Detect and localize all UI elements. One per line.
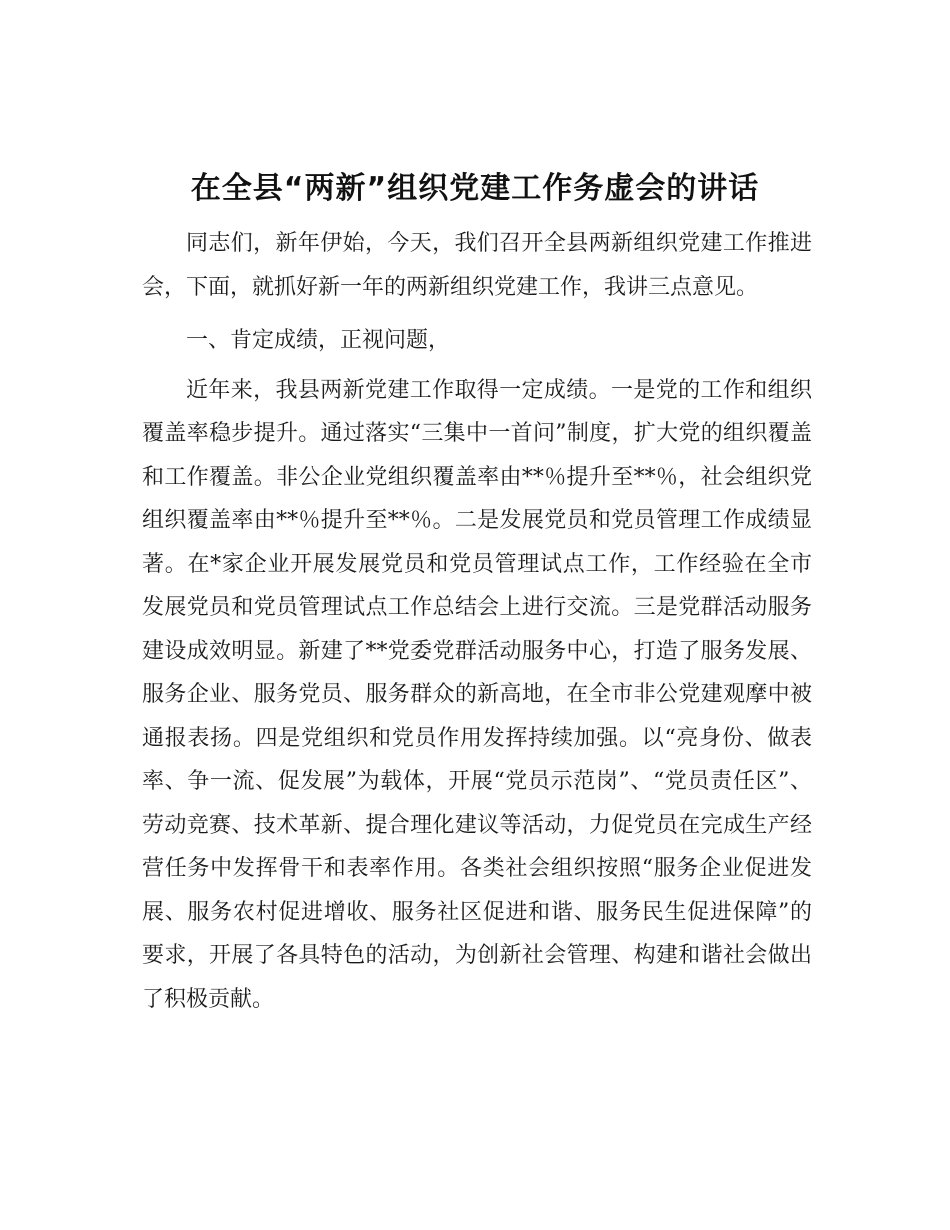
- document-title: 在全县“两新”组织党建工作务虚会的讲话: [190, 171, 760, 206]
- paragraph-opening: 同志们，新年伊始，今天，我们召开全县两新组织党建工作推进会，下面，就抓好新一年的两新组织党建工作，我讲三点意见。: [142, 231, 812, 300]
- section-heading: 一、肯定成绩，正视问题，: [186, 328, 451, 353]
- document-body: [142, 222, 812, 1021]
- paragraph-achievements: 近年来，我县两新党建工作取得一定成绩。一是党的工作和组织覆盖率稳步提升。通过落实“三集中一首问”制度，扩大党的组织覆盖和工作覆盖。非公企业党组织覆盖率由**％提升至**％，社会组织党组织覆盖率由**％提升至**％。二是发展党员和党员管理工作成绩显著。在*家企业开展发展党员和党员管理试点工作，工作经验在全市发展党员和党员管理试点工作总结会上进行交流。三是党群活动服务建设成效明显。新建了**党委党群活动服务中心，打造了服务发展、服务企业、服务党员、服务群众的新高地，在全市非公党建观摩中被通报表扬。四是党组织和党员作用发挥持续加强。以“亮身份、做表率、争一流、促发展”为载体，开展“党员示范岗”、“党员责任区”、劳动竞赛、技术革新、提合理化建议等活动，力促党员在完成生产经营任务中发挥骨干和表率作用。各类社会组织按照“服务企业促进发展、服务农村促进增收、服务社区促进和谐、服务民生促进保障”的要求，开展了各具特色的活动，为创新社会管理、构建和谐社会做出了积极贡献。: [142, 377, 812, 1012]
